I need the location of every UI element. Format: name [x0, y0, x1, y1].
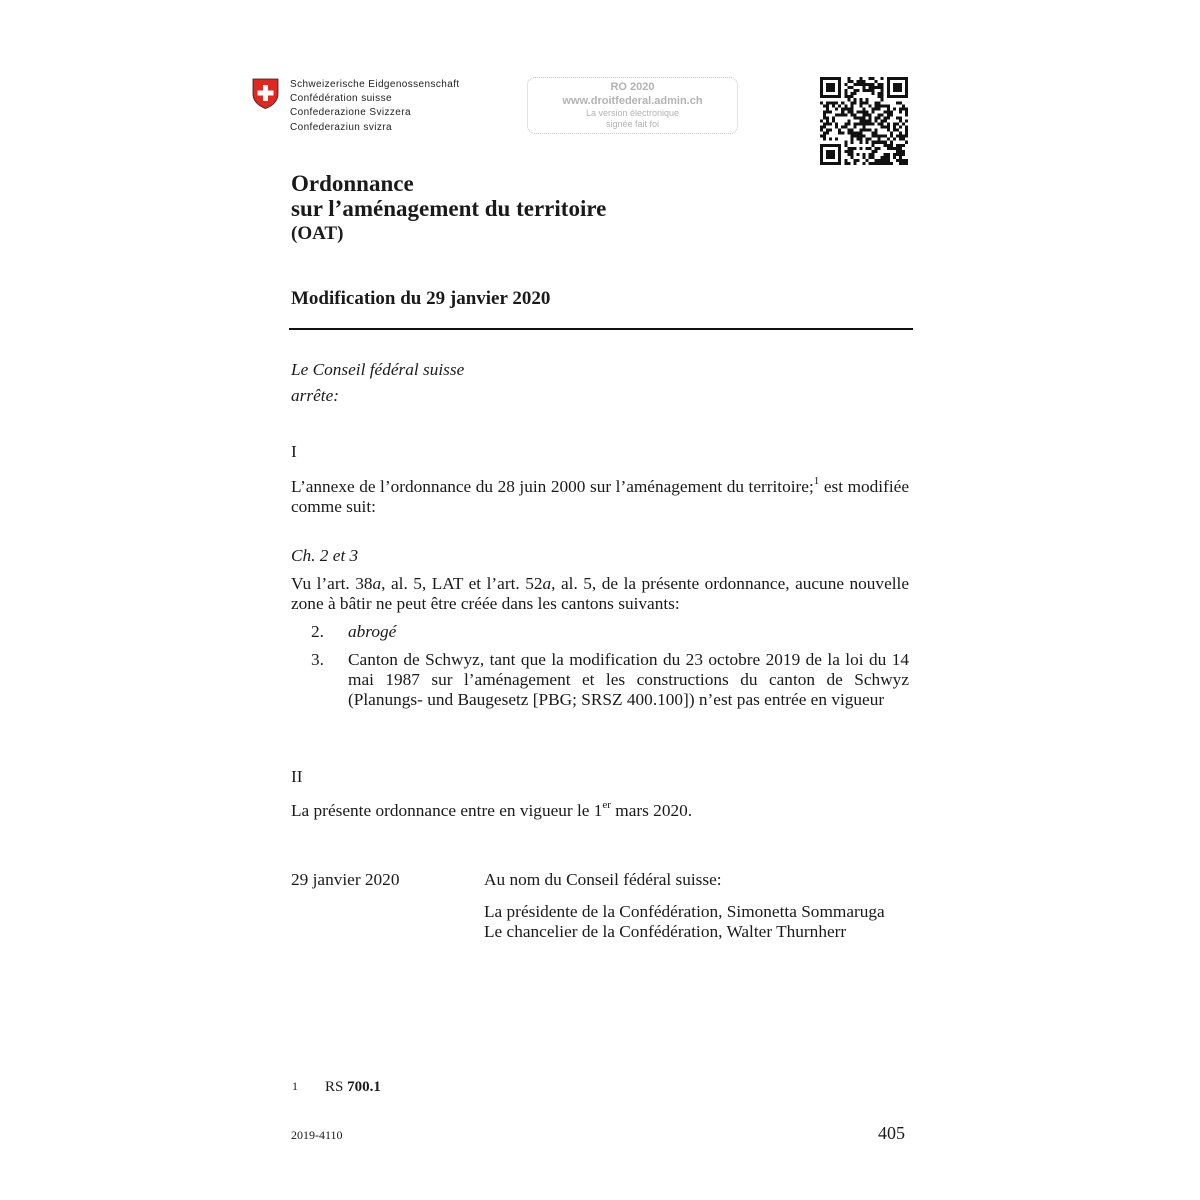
chapter-paragraph: [291, 574, 909, 614]
section-numeral-2: II: [291, 767, 303, 786]
footnote-number: 1: [292, 1079, 298, 1093]
official-publication-stamp: [527, 77, 738, 134]
para-text-3: , al. 5, de la présente ordonnance, aucune nouvelle zone à bâtir ne peut être créée dans les cantons suivants:: [291, 574, 910, 613]
intro-text-start: L’annexe de l’ordonnance du 28 juin 2000 sur l’aménagement du territoire;: [291, 477, 814, 496]
preamble-decree: arrête:: [291, 386, 339, 405]
preamble-issuer: Le Conseil fédéral suisse: [291, 360, 465, 379]
confederation-name-rm: Confederaziun svizra: [290, 121, 392, 133]
entry-text-start: La présente ordonnance entre en vigueur le 1: [291, 801, 603, 820]
stamp-url: www.droitfederal.admin.ch: [562, 95, 703, 107]
footnote-prefix: RS: [325, 1079, 348, 1095]
chapter-heading: Ch. 2 et 3: [291, 546, 359, 565]
signatory-president: La présidente de la Confédération, Simonetta Sommaruga: [484, 902, 885, 921]
entry-into-force: [291, 801, 692, 821]
intro-text-end: est modifiée comme suit:: [291, 477, 909, 516]
footnote-reference[interactable]: 1: [813, 475, 820, 488]
swiss-coat-of-arms-icon: [252, 78, 279, 109]
page-number: 405: [878, 1123, 905, 1143]
section-1-intro: [291, 477, 909, 517]
para-letter-1: a: [372, 574, 382, 593]
document-number: 2019-4110: [291, 1128, 343, 1142]
confederation-name-de: Schweizerische Eidgenossenschaft: [290, 79, 460, 90]
entry-text-end: mars 2020.: [610, 801, 693, 820]
para-text-1: Vu l’art. 38: [291, 574, 373, 593]
list-item-text: abrogé: [348, 622, 397, 641]
signature-date: 29 janvier 2020: [291, 870, 400, 889]
signatory-chancellor: Le chancelier de la Confédération, Walter Thurnherr: [484, 922, 847, 941]
stamp-ro: RO 2020: [610, 81, 655, 93]
footnote-reference-number: 700.1: [347, 1079, 381, 1095]
stamp-note-2: signée fait foi: [605, 119, 660, 129]
title-line-1: Ordonnance: [291, 171, 414, 196]
title-divider: [289, 328, 913, 330]
confederation-names: [290, 78, 460, 135]
title-abbreviation: (OAT): [291, 223, 344, 244]
document-title: [291, 171, 606, 246]
ordinal-suffix: er: [602, 799, 611, 812]
title-line-2: sur l’aménagement du territoire: [291, 196, 607, 221]
section-numeral-1: I: [291, 442, 297, 461]
list-item-number: 3.: [311, 650, 324, 669]
qr-code-icon: [820, 77, 908, 165]
on-behalf-line: Au nom du Conseil fédéral suisse:: [484, 870, 722, 889]
modification-heading: Modification du 29 janvier 2020: [291, 288, 551, 309]
list-item-number: 2.: [311, 622, 324, 641]
confederation-name-it: Confederazione Svizzera: [290, 107, 411, 119]
list-item-text: Canton de Schwyz, tant que la modification du 23 octobre 2019 de la loi du 14 mai 1987 sur l’aménagement et les constructions du canton de Schwyz (Planungs- und Baugesetz [PBG; SRSZ 400.100]) n’est pas entrée en vigueur: [348, 650, 909, 709]
para-letter-2: a: [542, 574, 552, 593]
confederation-name-fr: Confédération suisse: [290, 93, 392, 105]
para-text-2: , al. 5, LAT et l’art. 52: [381, 574, 543, 593]
footnote-text: [325, 1078, 381, 1096]
stamp-note-1: La version électronique: [585, 108, 680, 118]
